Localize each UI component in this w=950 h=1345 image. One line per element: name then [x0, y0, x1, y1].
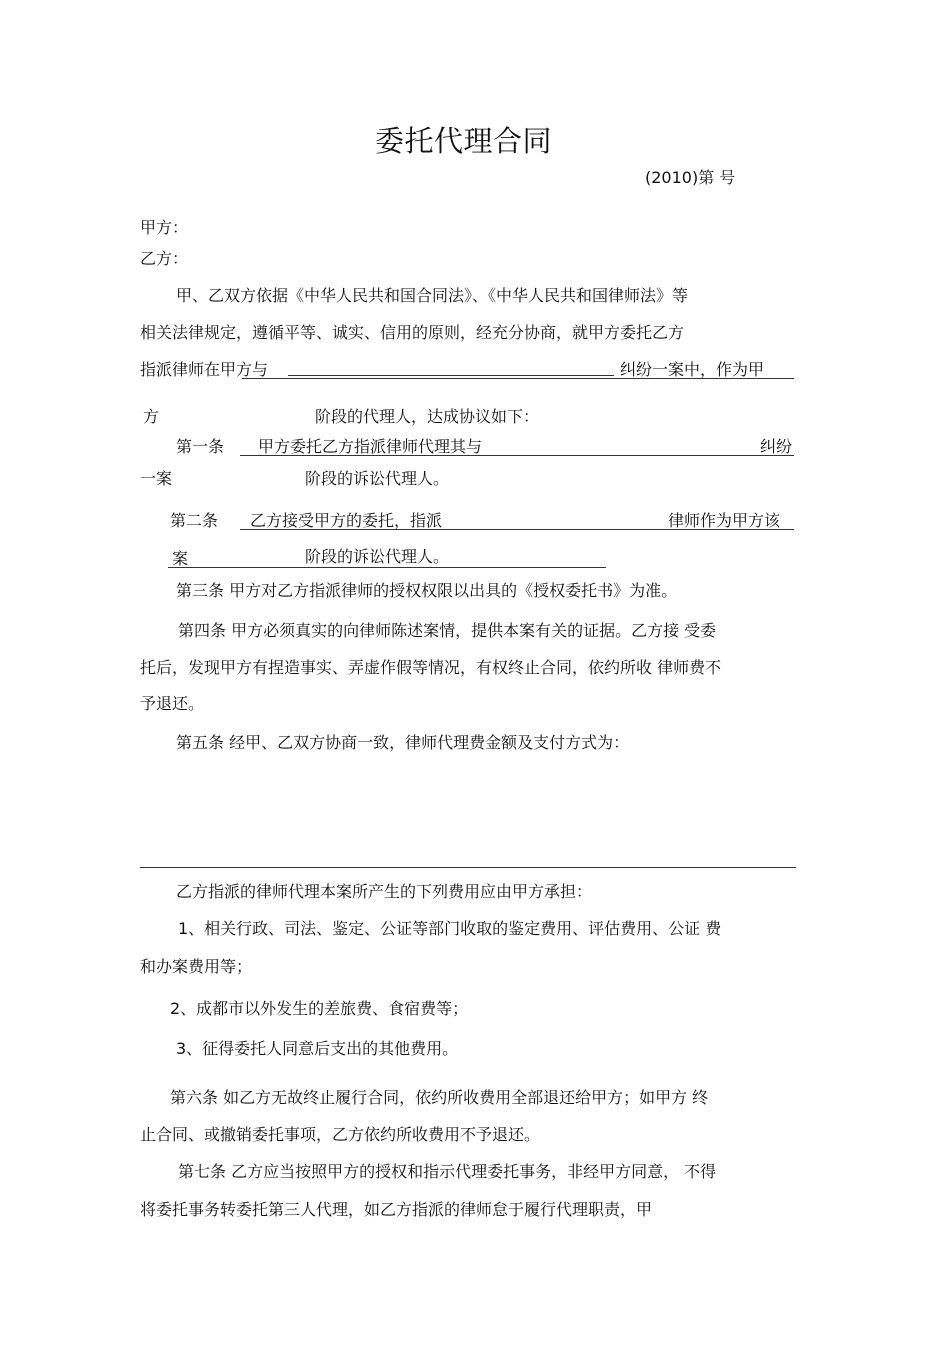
article-2-lawyer: 律师作为甲方该 — [668, 511, 781, 530]
article-6-line-2: 止合同、或撤销委托事项，乙方依约所收费用不予退还。 — [140, 1125, 541, 1144]
party-b-label: 乙方： — [140, 249, 189, 268]
expense-item-1-line-2: 和办案费用等； — [140, 957, 253, 976]
article-1-label: 第一条 — [176, 437, 225, 456]
intro-line-4b: 阶段的代理人，达成协议如下： — [315, 407, 540, 426]
article-3: 第三条 甲方对乙方指派律师的授权权限以出具的《授权委托书》为准。 — [176, 581, 678, 600]
article-1-dispute: 纠纷 — [760, 437, 793, 456]
underline-article-2-line2 — [168, 567, 606, 568]
article-1-stage: 阶段的诉讼代理人。 — [305, 469, 450, 488]
article-7-line-2: 将委托事务转委托第三人代理，如乙方指派的律师怠于履行代理职责，甲 — [140, 1200, 653, 1219]
expense-item-2: 2、成都市以外发生的差旅费、食宿费等； — [170, 999, 469, 1018]
article-6-line-1: 第六条 如乙方无故终止履行合同，依约所收费用全部退还给甲方；如甲方 终 — [170, 1088, 709, 1107]
article-2-text: 乙方接受甲方的委托，指派 — [250, 511, 443, 530]
article-2-case: 案 — [172, 549, 189, 568]
article-7-line-1: 第七条 乙方应当按照甲方的授权和指示代理委托事务，非经甲方同意， 不得 — [178, 1162, 717, 1181]
expense-item-3: 3、征得委托人同意后支出的其他费用。 — [176, 1039, 459, 1058]
expense-item-1-line-1: 1、相关行政、司法、鉴定、公证等部门收取的鉴定费用、评估费用、公证 费 — [178, 919, 722, 938]
document-title: 委托代理合同 — [375, 124, 553, 158]
party-a-label: 甲方： — [140, 218, 189, 237]
article-4-line-3: 予退还。 — [140, 694, 205, 713]
intro-line-4a: 方 — [143, 407, 160, 426]
blank-opposing-party — [288, 375, 614, 376]
article-1-text: 甲方委托乙方指派律师代理其与 — [258, 437, 483, 456]
expenses-intro: 乙方指派的律师代理本案所产生的下列费用应由甲方承担： — [176, 882, 593, 901]
article-2-label: 第二条 — [170, 511, 219, 530]
article-5: 第五条 经甲、乙双方协商一致，律师代理费金额及支付方式为： — [176, 733, 630, 752]
fee-blank-line — [140, 867, 796, 868]
article-2-stage: 阶段的诉讼代理人。 — [305, 547, 450, 566]
contract-number: (2010)第 号 — [645, 168, 736, 187]
intro-line-2: 相关法律规定，遵循平等、诚实、信用的原则，经充分协商，就甲方委托乙方 — [140, 323, 685, 342]
intro-line-3b: 纠纷一案中，作为甲 — [620, 360, 765, 379]
article-4-line-1: 第四条 甲方必须真实的向律师陈述案情，提供本案有关的证据。乙方接 受委 — [178, 621, 717, 640]
article-4-line-2: 托后，发现甲方有捏造事实、弄虚作假等情况，有权终止合同，依约所收 律师费不 — [140, 658, 722, 677]
intro-line-3a: 指派律师在甲方与 — [140, 360, 269, 379]
article-1-case: 一案 — [140, 469, 173, 488]
intro-line-1: 甲、乙双方依据《中华人民共和国合同法》、《中华人民共和国律师法》等 — [176, 286, 689, 305]
